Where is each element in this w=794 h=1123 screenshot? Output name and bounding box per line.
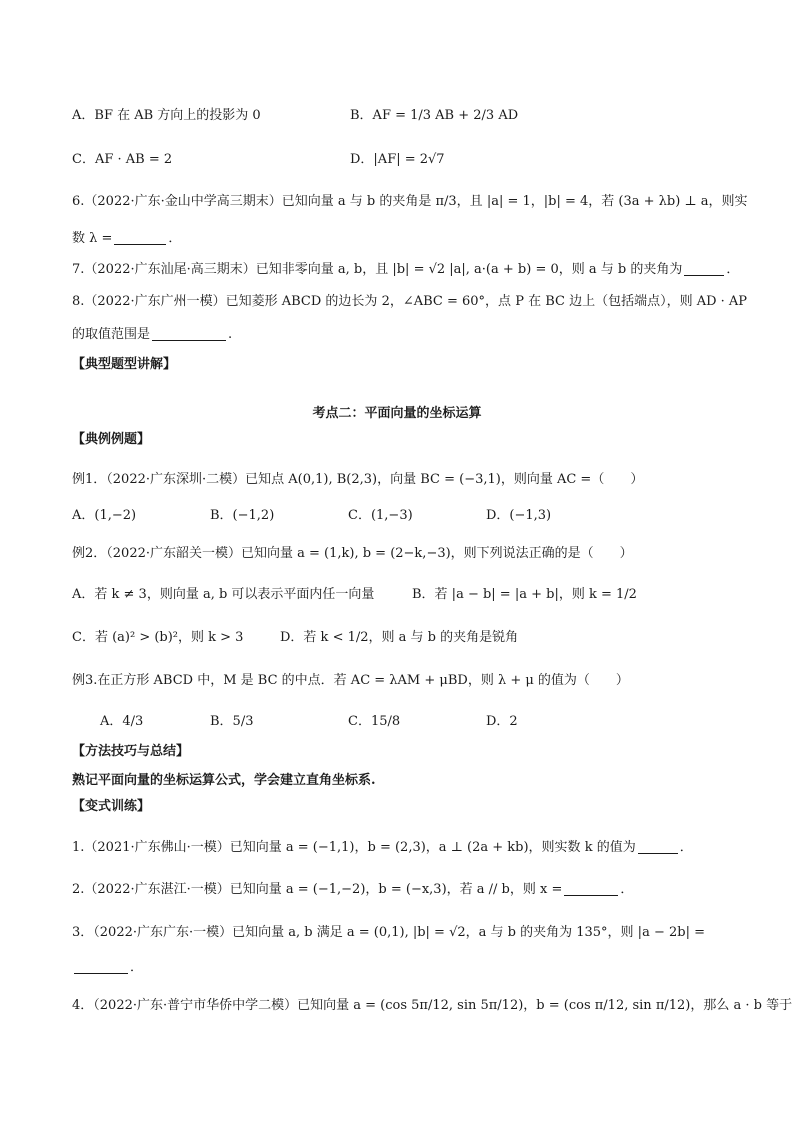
option-b: B．AF = 1/3 AB + 2/3 AD — [350, 108, 519, 123]
answer-blank — [74, 959, 128, 974]
variant-3-cont: ． — [72, 958, 143, 978]
question-6: 6.（2022·广东·金山中学高三期末）已知向量 a 与 b 的夹角是 π/3，且 |a| = 1，|b| = 4，若 (3a + λb) ⊥ a，则实 — [72, 194, 748, 209]
section-title: 考点二：平面向量的坐标运算 — [312, 406, 482, 421]
ex3-option-d: D．2 — [486, 714, 518, 729]
ex1-option-d: D．(−1,3) — [486, 508, 552, 523]
question-7: 7.（2022·广东汕尾·高三期末）已知非零向量 a, b，且 |b| = √2 |a|, a·(a + b) = 0，则 a 与 b 的夹角为 ． — [72, 262, 740, 277]
example-1: 例1．（2022·广东深圳·二模）已知点 A(0,1), B(2,3)，向量 BC = (−3,1)，则向量 AC =（ ） — [72, 472, 644, 487]
method-text: 熟记平面向量的坐标运算公式，学会建立直角坐标系. — [72, 773, 376, 788]
ex1-option-c: C．(1,−3) — [348, 508, 413, 523]
heading-method: 【方法技巧与总结】 — [72, 744, 190, 759]
option-c: C．AF · AB = 2 — [72, 152, 173, 167]
ex3-option-b: B．5/3 — [210, 714, 254, 729]
ex2-option-b: B．若 |a − b| = |a + b|，则 k = 1/2 — [412, 587, 637, 602]
ex2-option-d: D．若 k < 1/2，则 a 与 b 的夹角是锐角 — [280, 630, 519, 645]
question-8-cont: 的取值范围是 . — [72, 327, 233, 342]
answer-blank — [638, 839, 678, 854]
question-6-cont: 数 λ = ． — [72, 231, 182, 246]
ex3-option-c: C．15/8 — [348, 714, 401, 729]
ex2-option-c: C．若 (a)² > (b)²，则 k > 3 — [72, 630, 244, 645]
example-3: 例3.在正方形 ABCD 中，M 是 BC 的中点．若 AC = λAM + μBD，则 λ + μ 的值为（ ） — [72, 673, 629, 688]
question-8: 8.（2022·广东广州一模）已知菱形 ABCD 的边长为 2，∠ABC = 60°，点 P 在 BC 边上（包括端点），则 AD · AP — [72, 294, 748, 309]
heading-variant: 【变式训练】 — [72, 799, 151, 814]
answer-blank — [152, 326, 226, 341]
answer-blank — [114, 230, 166, 245]
ex1-option-b: B．(−1,2) — [210, 508, 275, 523]
example-2: 例2．（2022·广东韶关一模）已知向量 a = (1,k), b = (2−k,−3)，则下列说法正确的是（ ） — [72, 546, 633, 561]
heading-examples: 【典例例题】 — [72, 432, 151, 447]
option-d: D．|AF| = 2√7 — [350, 152, 445, 167]
variant-1: 1.（2021·广东佛山·一模）已知向量 a = (−1,1)，b = (2,3)，a ⊥ (2a + kb)，则实数 k 的值为 ． — [72, 840, 693, 855]
variant-4: 4．（2022·广东·普宁市华侨中学二模）已知向量 a = (cos 5π/12, sin 5π/12)，b = (cos π/12, sin π/12)，那么 a · b 等于 — [72, 998, 793, 1013]
ex1-option-a: A．(1,−2) — [72, 508, 137, 523]
heading-typical: 【典型题型讲解】 — [72, 357, 177, 372]
variant-2: 2.（2022·广东湛江·一模）已知向量 a = (−1,−2)，b = (−x,3)，若 a // b，则 x = ． — [72, 882, 634, 897]
variant-3: 3．（2022·广东广东·一模）已知向量 a, b 满足 a = (0,1), |b| = √2，a 与 b 的夹角为 135°，则 |a − 2b| = — [72, 925, 705, 940]
answer-blank — [684, 261, 724, 276]
ex2-option-a: A．若 k ≠ 3，则向量 a, b 可以表示平面内任一向量 — [72, 587, 375, 602]
answer-blank — [564, 881, 618, 896]
ex3-option-a: A．4/3 — [100, 714, 144, 729]
option-a: A．BF 在 AB 方向上的投影为 0 — [72, 108, 261, 123]
